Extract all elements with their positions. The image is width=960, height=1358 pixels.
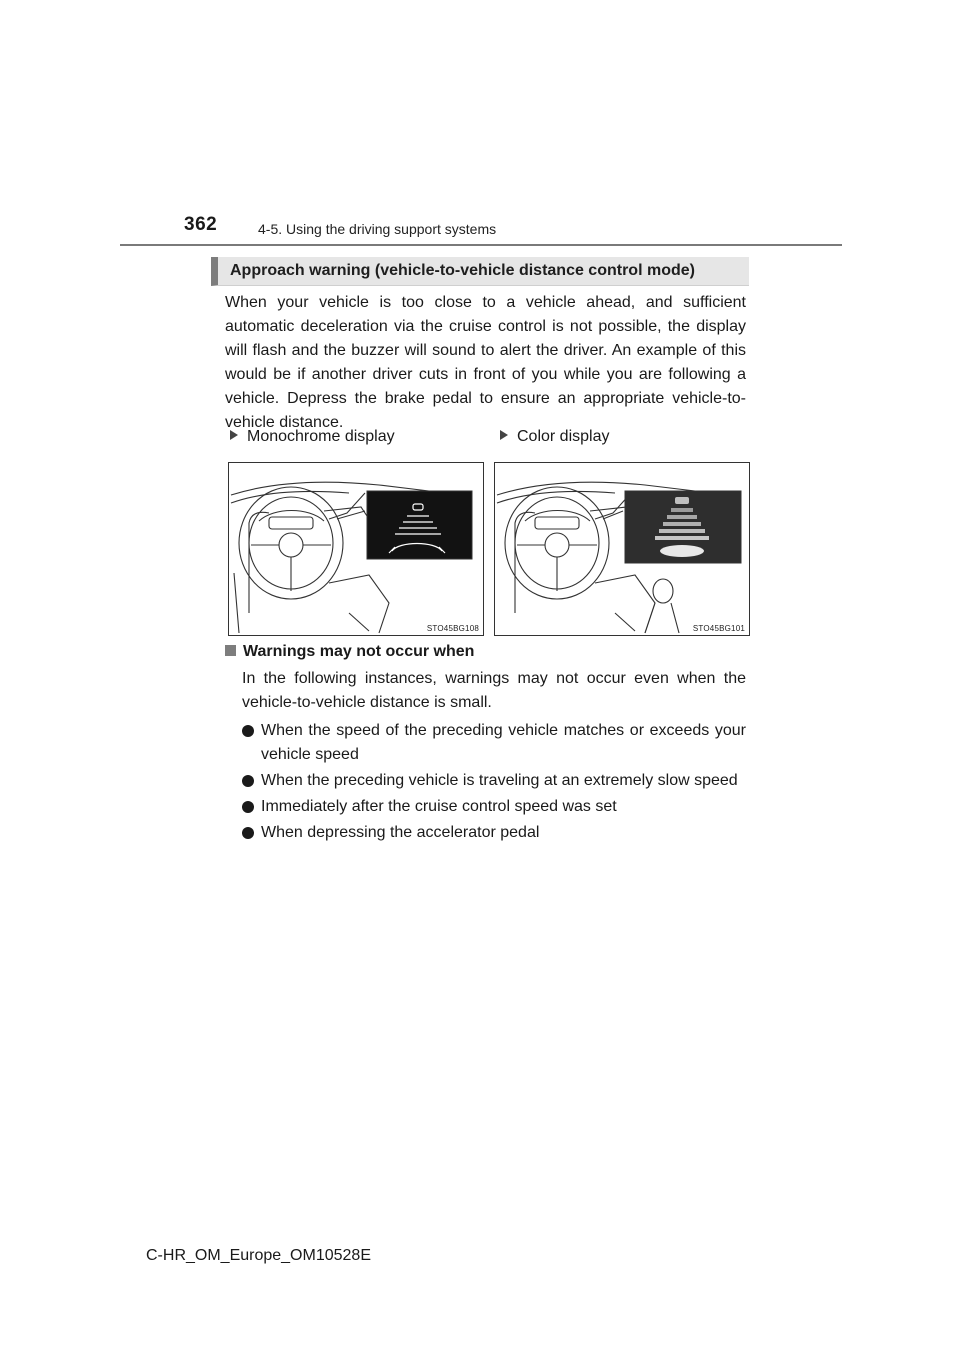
color-display-label-text: Color display bbox=[517, 428, 610, 445]
mono-figure-code: STO45BG108 bbox=[426, 624, 479, 633]
subheading-text: Warnings may not occur when bbox=[243, 643, 475, 660]
bullet-list bbox=[242, 719, 746, 847]
list-item-text: Immediately after the cruise control speed was set bbox=[261, 798, 617, 815]
bullet-dot-icon bbox=[242, 775, 254, 787]
subheading-paragraph: In the following instances, warnings may not occur even when the vehicle-to-vehicle distance is small. bbox=[242, 670, 746, 711]
color-display-figure bbox=[494, 462, 750, 636]
bullet-dot-icon bbox=[242, 725, 254, 737]
intro-paragraph: When your vehicle is too close to a vehicle ahead, and sufficient automatic deceleration via the cruise control is not possible, the display will flash and the buzzer will sound to alert the driver. An example of this would be if another driver cuts in front of you while you are following a vehicle. Depress the brake pedal to ensure an appropriate vehicle-to-vehicle distance. bbox=[225, 294, 746, 431]
list-item bbox=[242, 769, 746, 793]
list-item bbox=[242, 719, 746, 767]
header-rule bbox=[120, 244, 842, 246]
square-bullet-icon bbox=[225, 645, 236, 656]
bullet-dot-icon bbox=[242, 827, 254, 839]
section-title: 4-5. Using the driving support systems bbox=[258, 221, 497, 237]
mono-display-figure bbox=[228, 462, 484, 636]
section-heading bbox=[211, 257, 749, 286]
footer-document-code: C-HR_OM_Europe_OM10528E bbox=[146, 1247, 371, 1264]
list-item bbox=[242, 821, 746, 845]
mono-display-label-text: Monochrome display bbox=[247, 428, 395, 445]
mono-display-label bbox=[230, 428, 395, 446]
dashboard-illustration bbox=[229, 463, 483, 635]
color-figure-code: STO45BG101 bbox=[692, 624, 745, 633]
list-item-text: When the preceding vehicle is traveling at an extremely slow speed bbox=[261, 772, 738, 789]
bullet-dot-icon bbox=[242, 801, 254, 813]
page-number: 362 bbox=[184, 214, 218, 235]
triangle-bullet-icon bbox=[500, 430, 508, 440]
list-item-text: When the speed of the preceding vehicle matches or exceeds your vehicle speed bbox=[261, 722, 746, 763]
section-heading-text: Approach warning (vehicle-to-vehicle distance control mode) bbox=[230, 262, 695, 279]
list-item-text: When depressing the accelerator pedal bbox=[261, 824, 540, 841]
dashboard-illustration bbox=[495, 463, 749, 635]
color-display-label bbox=[500, 428, 609, 446]
triangle-bullet-icon bbox=[230, 430, 238, 440]
subheading bbox=[225, 643, 474, 661]
list-item bbox=[242, 795, 746, 819]
